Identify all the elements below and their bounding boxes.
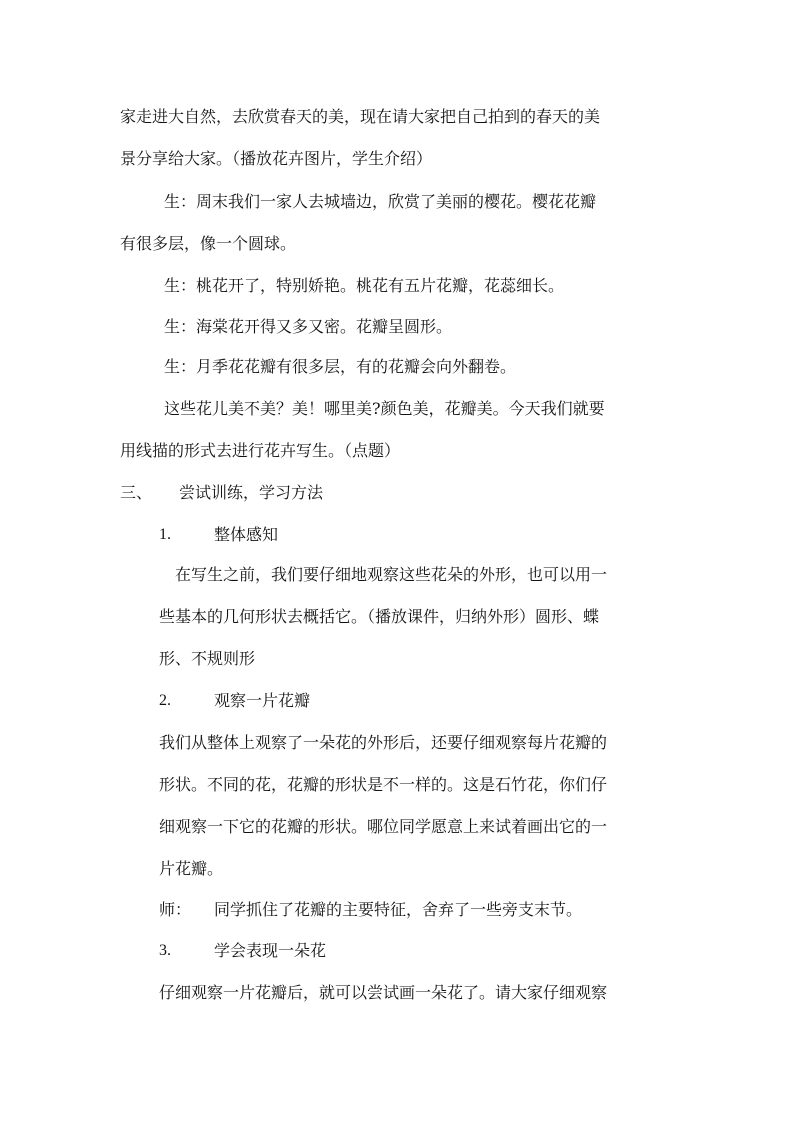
item-3-title: 学会表现一朵花 xyxy=(214,941,327,960)
section-3-title: 尝试训练，学习方法 xyxy=(179,483,324,502)
item-2-number: 2. xyxy=(159,692,171,709)
item-3-number: 3. xyxy=(159,942,171,959)
item-3-body-line-1: 仔细观察一片花瓣后，就可以尝试画一朵花了。请大家仔细观察 xyxy=(159,983,608,1002)
section-3-number: 三、 xyxy=(120,483,153,502)
student1-line-1: 生：周末我们一家人去城墙边，欣赏了美丽的樱花。樱花花瓣 xyxy=(164,192,597,211)
item-1-body-line-1: 在写生之前，我们要仔细地观察这些花朵的外形，也可以用一 xyxy=(175,565,608,584)
item-1-title: 整体感知 xyxy=(214,525,279,544)
intro-line-1: 家走进大自然，去欣赏春天的美，现在请大家把自己拍到的春天的美 xyxy=(120,107,601,126)
item-1-number: 1. xyxy=(159,526,171,543)
teacher-remark: 同学抓住了花瓣的主要特征，舍弃了一些旁支末节。 xyxy=(214,900,583,919)
student2-line: 生：桃花开了，特别娇艳。桃花有五片花瓣，花蕊细长。 xyxy=(164,276,565,295)
item-1-body-line-2: 些基本的几何形状去概括它。（播放课件，归纳外形）圆形、蝶 xyxy=(159,607,600,626)
summary-line-1: 这些花儿美不美？美！哪里美?颜色美，花瓣美。今天我们就要 xyxy=(164,399,605,418)
item-2-body-line-2: 形状。不同的花，花瓣的形状是不一样的。这是石竹花，你们仔 xyxy=(159,775,608,794)
intro-line-2: 景分享给大家。（播放花卉图片，学生介绍） xyxy=(120,149,433,168)
student3-line: 生：海棠花开得又多又密。花瓣呈圆形。 xyxy=(164,317,453,336)
item-2-body-line-4: 片花瓣。 xyxy=(159,859,224,878)
item-2-body-line-3: 细观察一下它的花瓣的形状。哪位同学愿意上来试着画出它的一 xyxy=(159,817,608,836)
item-2-body-line-1: 我们从整体上观察了一朵花的外形后，还要仔细观察每片花瓣的 xyxy=(159,733,608,752)
teacher-label: 师： xyxy=(159,900,192,919)
summary-line-2: 用线描的形式去进行花卉写生。（点题） xyxy=(120,441,401,460)
item-1-body-line-3: 形、不规则形 xyxy=(159,649,256,668)
item-2-title: 观察一片花瓣 xyxy=(214,691,311,710)
student1-line-2: 有很多层，像一个圆球。 xyxy=(120,234,297,253)
student4-line: 生：月季花花瓣有很多层，有的花瓣会向外翻卷。 xyxy=(164,357,517,376)
